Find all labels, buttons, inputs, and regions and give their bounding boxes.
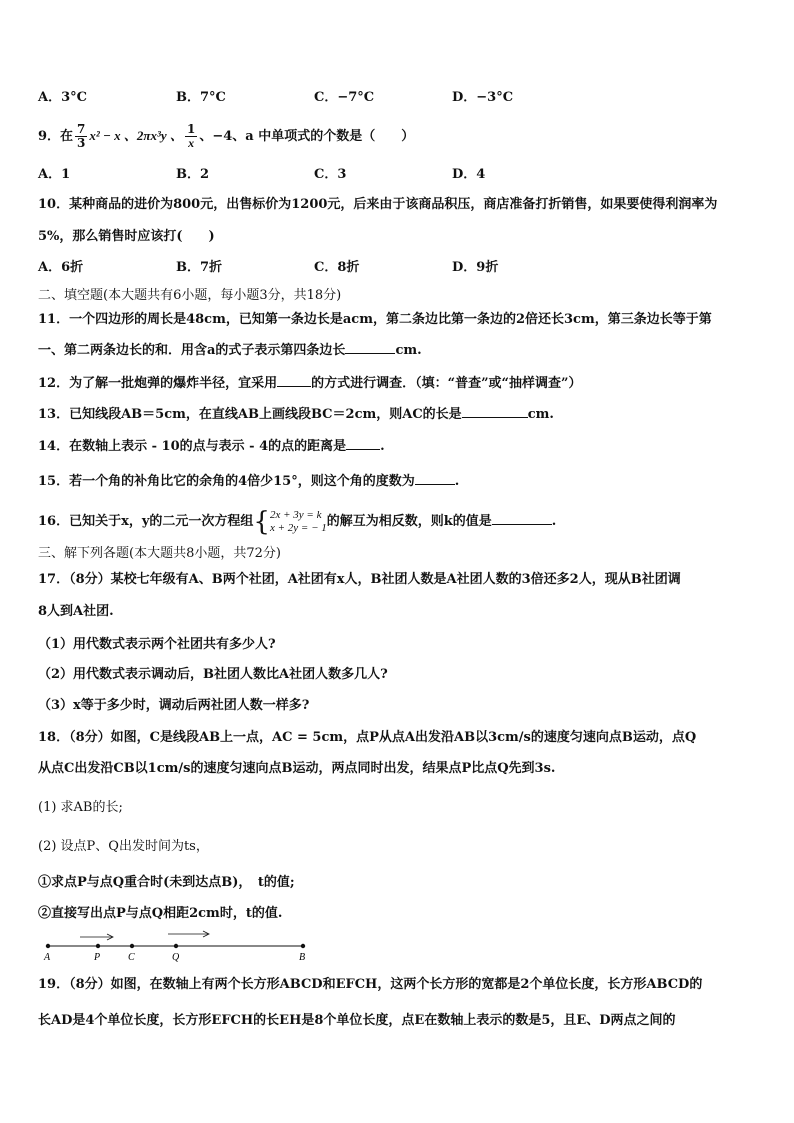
q9-prefix: 9．在	[38, 129, 74, 144]
q13-question: 13．已知线段AB＝5cm，在直线AB上画线段BC＝2cm，则AC的长是 cm.	[38, 407, 554, 422]
q8-option-b: B．7°C	[176, 90, 226, 105]
q19-line-1: 19．（8分）如图，在数轴上有两个长方形ABCD和EFCH，这两个长方形的宽都是2个单位长度，长方形ABCD的	[38, 977, 703, 992]
q18-sub-2: (2) 设点P、Q出发时间为ts，	[38, 839, 209, 854]
q10-option-c: C．8折	[314, 260, 360, 275]
point-a	[46, 944, 50, 948]
q11-line-1: 11．一个四边形的周长是48cm，已知第一条边长是acm，第二条边比第一条边的2倍还长3cm，第三条边长等于第	[38, 312, 712, 327]
q17-sub-2: （2）用代数式表示调动后，B社团人数比A社团人数多几人?	[38, 667, 388, 682]
answer-blank	[346, 437, 380, 450]
q18-sub-2a: ①求点P与点Q重合时(未到达点B)， t的值;	[38, 875, 295, 890]
q10-line-2: 5%，那么销售时应该打( )	[38, 229, 215, 244]
q9-option-b: B．2	[176, 167, 210, 182]
point-c	[130, 944, 134, 948]
q18-line-1: 18．（8分）如图，C是线段AB上一点，AC = 5cm，点P从点A出发沿AB以3cm/s的速度匀速向点B运动，点Q	[38, 730, 697, 745]
label-b: B	[299, 952, 306, 963]
label-q: Q	[172, 952, 180, 963]
point-b	[301, 944, 305, 948]
q8-option-a: A．3°C	[38, 90, 87, 105]
q17-line-1: 17．（8分）某校七年级有A、B两个社团，A社团有x人，B社团人数是A社团人数的3倍还多2人，现从B社团调	[38, 572, 681, 587]
section-3-heading: 三、解下列各题(本大题共8小题，共72分)	[38, 546, 281, 561]
q18-line-2: 从点C出发沿CB以1cm/s的速度匀速向点B运动，两点同时出发，结果点P比点Q先到3s.	[38, 761, 556, 776]
answer-blank	[345, 341, 395, 354]
answer-blank	[492, 512, 552, 525]
q8-option-c: C．−7°C	[314, 90, 375, 105]
q17-sub-1: （1）用代数式表示两个社团共有多少人?	[38, 637, 276, 652]
q11-line-2: 一、第二两条边长的和．用含a的式子表示第四条边长 cm.	[38, 343, 422, 358]
q18-sub-2b: ②直接写出点P与点Q相距2cm时，t的值.	[38, 906, 283, 921]
q10-line-1: 10．某种商品的进价为800元，出售标价为1200元，后来由于该商品积压，商店准备打折销售，如果要使得利润率为	[38, 197, 718, 212]
q10-option-a: A．6折	[38, 260, 84, 275]
q19-line-2: 长AD是4个单位长度，长方形EFCH的长EH是8个单位长度，点E在数轴上表示的数是5，且E、D两点之间的	[38, 1013, 676, 1028]
q18-sub-1: (1) 求AB的长;	[38, 800, 123, 815]
q14-question: 14．在数轴上表示 - 10的点与表示 - 4的点的距离是 .	[38, 439, 385, 454]
point-q	[174, 944, 178, 948]
q9-fraction-2: $\frac{1}{x}$	[186, 122, 196, 150]
q12-question: 12．为了解一批炮弹的爆炸半径，宜采用 的方式进行调查．（填：“普查”或“抽样调查”）	[38, 376, 582, 391]
q9-suffix: 、−4、a 中单项式的个数是（ ）	[199, 129, 415, 144]
answer-blank	[415, 472, 455, 485]
q15-question: 15．若一个角的补角比它的余角的4倍少15°，则这个角的度数为 .	[38, 474, 460, 489]
q17-line-2: 8人到A社团.	[38, 604, 114, 619]
q10-option-d: D．9折	[452, 260, 499, 275]
equation-brace: {	[253, 506, 270, 537]
q17-sub-3: （3）x等于多少时，调动后两社团人数一样多?	[38, 698, 310, 713]
label-a: A	[44, 952, 51, 963]
q9-option-d: D．4	[452, 167, 486, 182]
point-p	[96, 944, 100, 948]
section-2-heading: 二、填空题(本大题共有6小题，每小题3分，共18分)	[38, 288, 342, 303]
label-c: C	[128, 952, 135, 963]
q9-term: x² − x 、2πx³y 、	[89, 128, 183, 143]
q16-question: 16．已知关于x，y的二元一次方程组{ 2x + 3y = k x + 2y = − 1 的解互为相反数，则k的值是 .	[38, 506, 557, 537]
q18-line-segment-figure	[38, 926, 318, 964]
answer-blank	[462, 405, 528, 418]
label-p: P	[94, 952, 101, 963]
q9-question	[38, 123, 414, 150]
q10-option-b: B．7折	[176, 260, 223, 275]
answer-blank	[277, 374, 311, 387]
q9-option-a: A．1	[38, 167, 71, 182]
q9-fraction-1: $\frac{7}{3}$	[77, 122, 86, 150]
q9-option-c: C．3	[314, 167, 347, 182]
q8-option-d: D．−3°C	[452, 90, 514, 105]
equation-system: 2x + 3y = k x + 2y = − 1	[269, 508, 327, 534]
